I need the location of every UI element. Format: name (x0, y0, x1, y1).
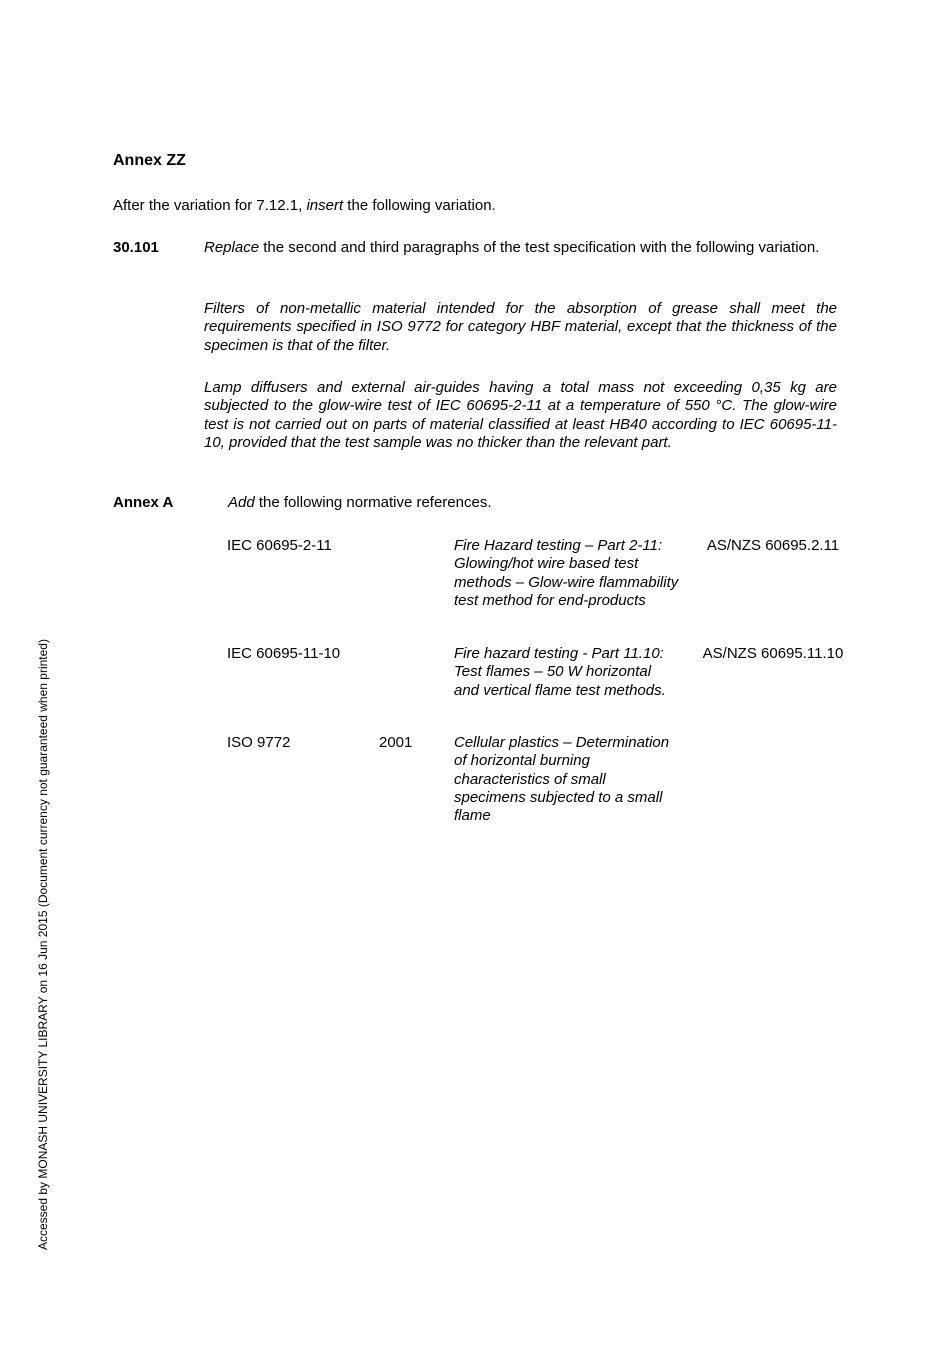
clause-text (204, 239, 837, 258)
reference-title: Cellular plastics – Determination of horizontal burning characteristics of small specimens subjected to a small flame (454, 734, 670, 825)
reference-title: Fire Hazard testing – Part 2-11: Glowing/hot wire based test methods – Glow-wire flammability test method for end-products (454, 537, 679, 609)
annex-a-text (228, 494, 492, 511)
variation-paragraph-1: Filters of non-metallic material intended for the absorption of grease shall meet the requirements specified in ISO 9772 for category HBF material, except that the thickness of the specimen is that of the filter. (204, 300, 837, 354)
reference-code: ISO 9772 (227, 734, 291, 751)
annex-heading: Annex ZZ (113, 152, 186, 169)
intro-before: After the variation for 7.12.1, (113, 197, 307, 214)
clause-lead-emphasis: Replace (204, 239, 260, 256)
reference-code: IEC 60695-2-11 (227, 537, 332, 554)
variation-paragraph-2: Lamp diffusers and external air-guides having a total mass not exceeding 0,35 kg are subjected to the glow-wire test of IEC 60695-2-11 at a temperature of 550 °C. The glow-wire test is not carried out on parts of material classified at least HB40 according to IEC 60695-11-10, provided that the test sample was no thicker than the relevant part. (204, 379, 837, 452)
reference-as-nzs: AS/NZS 60695.11.10 (702, 645, 844, 662)
reference-as-nzs: AS/NZS 60695.2.11 (706, 537, 840, 554)
annex-a-body: the following normative references. (254, 494, 492, 511)
intro-text (113, 197, 496, 214)
intro-emphasis: insert (306, 197, 344, 214)
clause-number: 30.101 (113, 239, 159, 256)
reference-code: IEC 60695-11-10 (227, 645, 341, 662)
reference-title: Fire hazard testing - Part 11.10: Test flames – 50 W horizontal and vertical flame test methods. (454, 645, 666, 699)
annex-a-label: Annex A (113, 494, 174, 511)
reference-year: 2001 (379, 734, 413, 751)
intro-after: the following variation. (343, 197, 496, 214)
clause-body: the second and third paragraphs of the test specification with the following variation. (259, 239, 820, 256)
annex-a-lead-emphasis: Add (228, 494, 255, 511)
access-notice: Accessed by MONASH UNIVERSITY LIBRARY on 16 Jun 2015 (Document currency not guaranteed when printed) (36, 639, 50, 1250)
